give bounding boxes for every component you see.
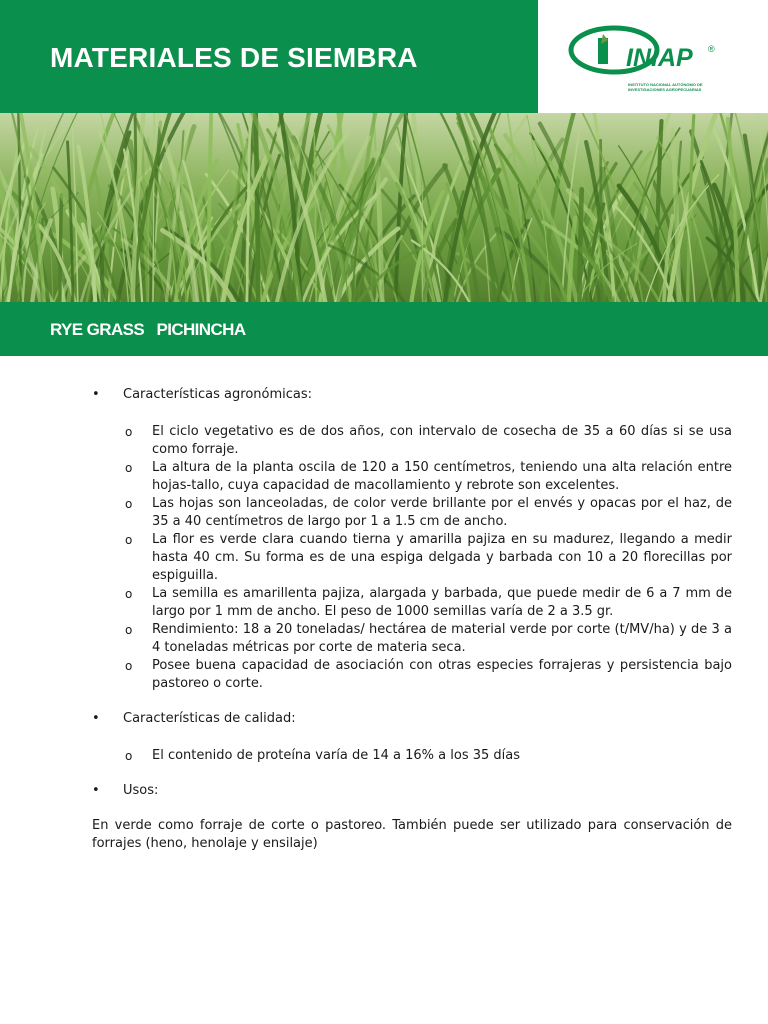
grass-blade: [579, 189, 581, 302]
list-item-text: La semilla es amarillenta pajiza, alargada y barbada, que puede medir de 6 a 7 mm de largo por 1 mm de ancho. El peso de 1000 semillas varía de 2 a 3.5 gr.: [152, 586, 732, 619]
bullet-icon: •: [92, 711, 100, 726]
circle-bullet-icon: o: [125, 461, 133, 475]
section-heading-text: Usos:: [123, 783, 159, 798]
grass-blade: [102, 250, 103, 302]
list-item: [92, 585, 732, 621]
list-item-text: El ciclo vegetativo es de dos años, con intervalo de cosecha de 35 a 60 días si se usa como forraje.: [152, 424, 732, 457]
grass-blade: [60, 195, 62, 302]
logo-subtitle: INSTITUTO NACIONAL AUTÓNOMO DE INVESTIGACIONES AGROPECUARIAS: [628, 82, 703, 92]
section-heading: [92, 710, 732, 728]
logo-text: INIAP: [626, 44, 693, 72]
section-heading: [92, 782, 732, 800]
page-title: MATERIALES DE SIEMBRA: [50, 42, 418, 73]
list-item-text: Posee buena capacidad de asociación con otras especies forrajeras y persistencia bajo pastoreo o corte.: [152, 658, 732, 691]
circle-bullet-icon: o: [125, 659, 133, 673]
section-heading-text: Características agronómicas:: [123, 387, 313, 402]
bullet-icon: •: [92, 783, 100, 798]
iniap-logo: [568, 20, 728, 80]
circle-bullet-icon: o: [125, 533, 133, 547]
list-item: [92, 495, 732, 531]
bullet-icon: •: [92, 387, 100, 402]
list-item: [92, 657, 732, 693]
grass-illustration: [0, 113, 768, 302]
uses-paragraph: En verde como forraje de corte o pastoreo. También puede ser utilizado para conservación de forrajes (heno, henolaje y ensilaje): [92, 818, 732, 851]
list-item: [92, 621, 732, 657]
section-heading-text: Características de calidad:: [123, 711, 296, 726]
list-item-text: La flor es verde clara cuando tierna y amarilla pajiza en su madurez, llegando a medir hasta 40 cm. Su forma es de una espiga delgada y barbada con 10 a 20 florecillas por espiguilla.: [152, 532, 732, 583]
list-item-text: Las hojas son lanceoladas, de color verde brillante por el envés y opacas por el haz, de 35 a 40 centímetros de largo por 1 a 1.5 cm de ancho.: [152, 496, 732, 529]
list-item-text: El contenido de proteína varía de 14 a 16% a los 35 días: [152, 748, 521, 763]
circle-bullet-icon: o: [125, 749, 133, 763]
logo-container: [538, 0, 768, 113]
content-body: [92, 386, 732, 866]
quality-list: [92, 747, 732, 765]
list-item-text: La altura de la planta oscila de 120 a 150 centímetros, teniendo una alta relación entre hojas-tallo, cuya capacidad de macollamiento y rebrote son excelentes.: [152, 460, 732, 493]
list-item: [92, 747, 732, 765]
list-item: [92, 423, 732, 459]
circle-bullet-icon: o: [125, 425, 133, 439]
circle-bullet-icon: o: [125, 587, 133, 601]
list-item: [92, 531, 732, 585]
section-heading: [92, 386, 732, 404]
agronomic-list: [92, 423, 732, 693]
logo-registered-mark: ®: [708, 44, 715, 54]
list-item-text: Rendimiento: 18 a 20 toneladas/ hectárea de material verde por corte (t/MV/ha) y de 3 a 4 toneladas métricas por corte de materia seca.: [152, 622, 732, 655]
circle-bullet-icon: o: [125, 623, 133, 637]
circle-bullet-icon: o: [125, 497, 133, 511]
list-item: [92, 459, 732, 495]
grass-photo: [0, 113, 768, 302]
variety-title: RYE GRASS PICHINCHA: [50, 320, 246, 339]
